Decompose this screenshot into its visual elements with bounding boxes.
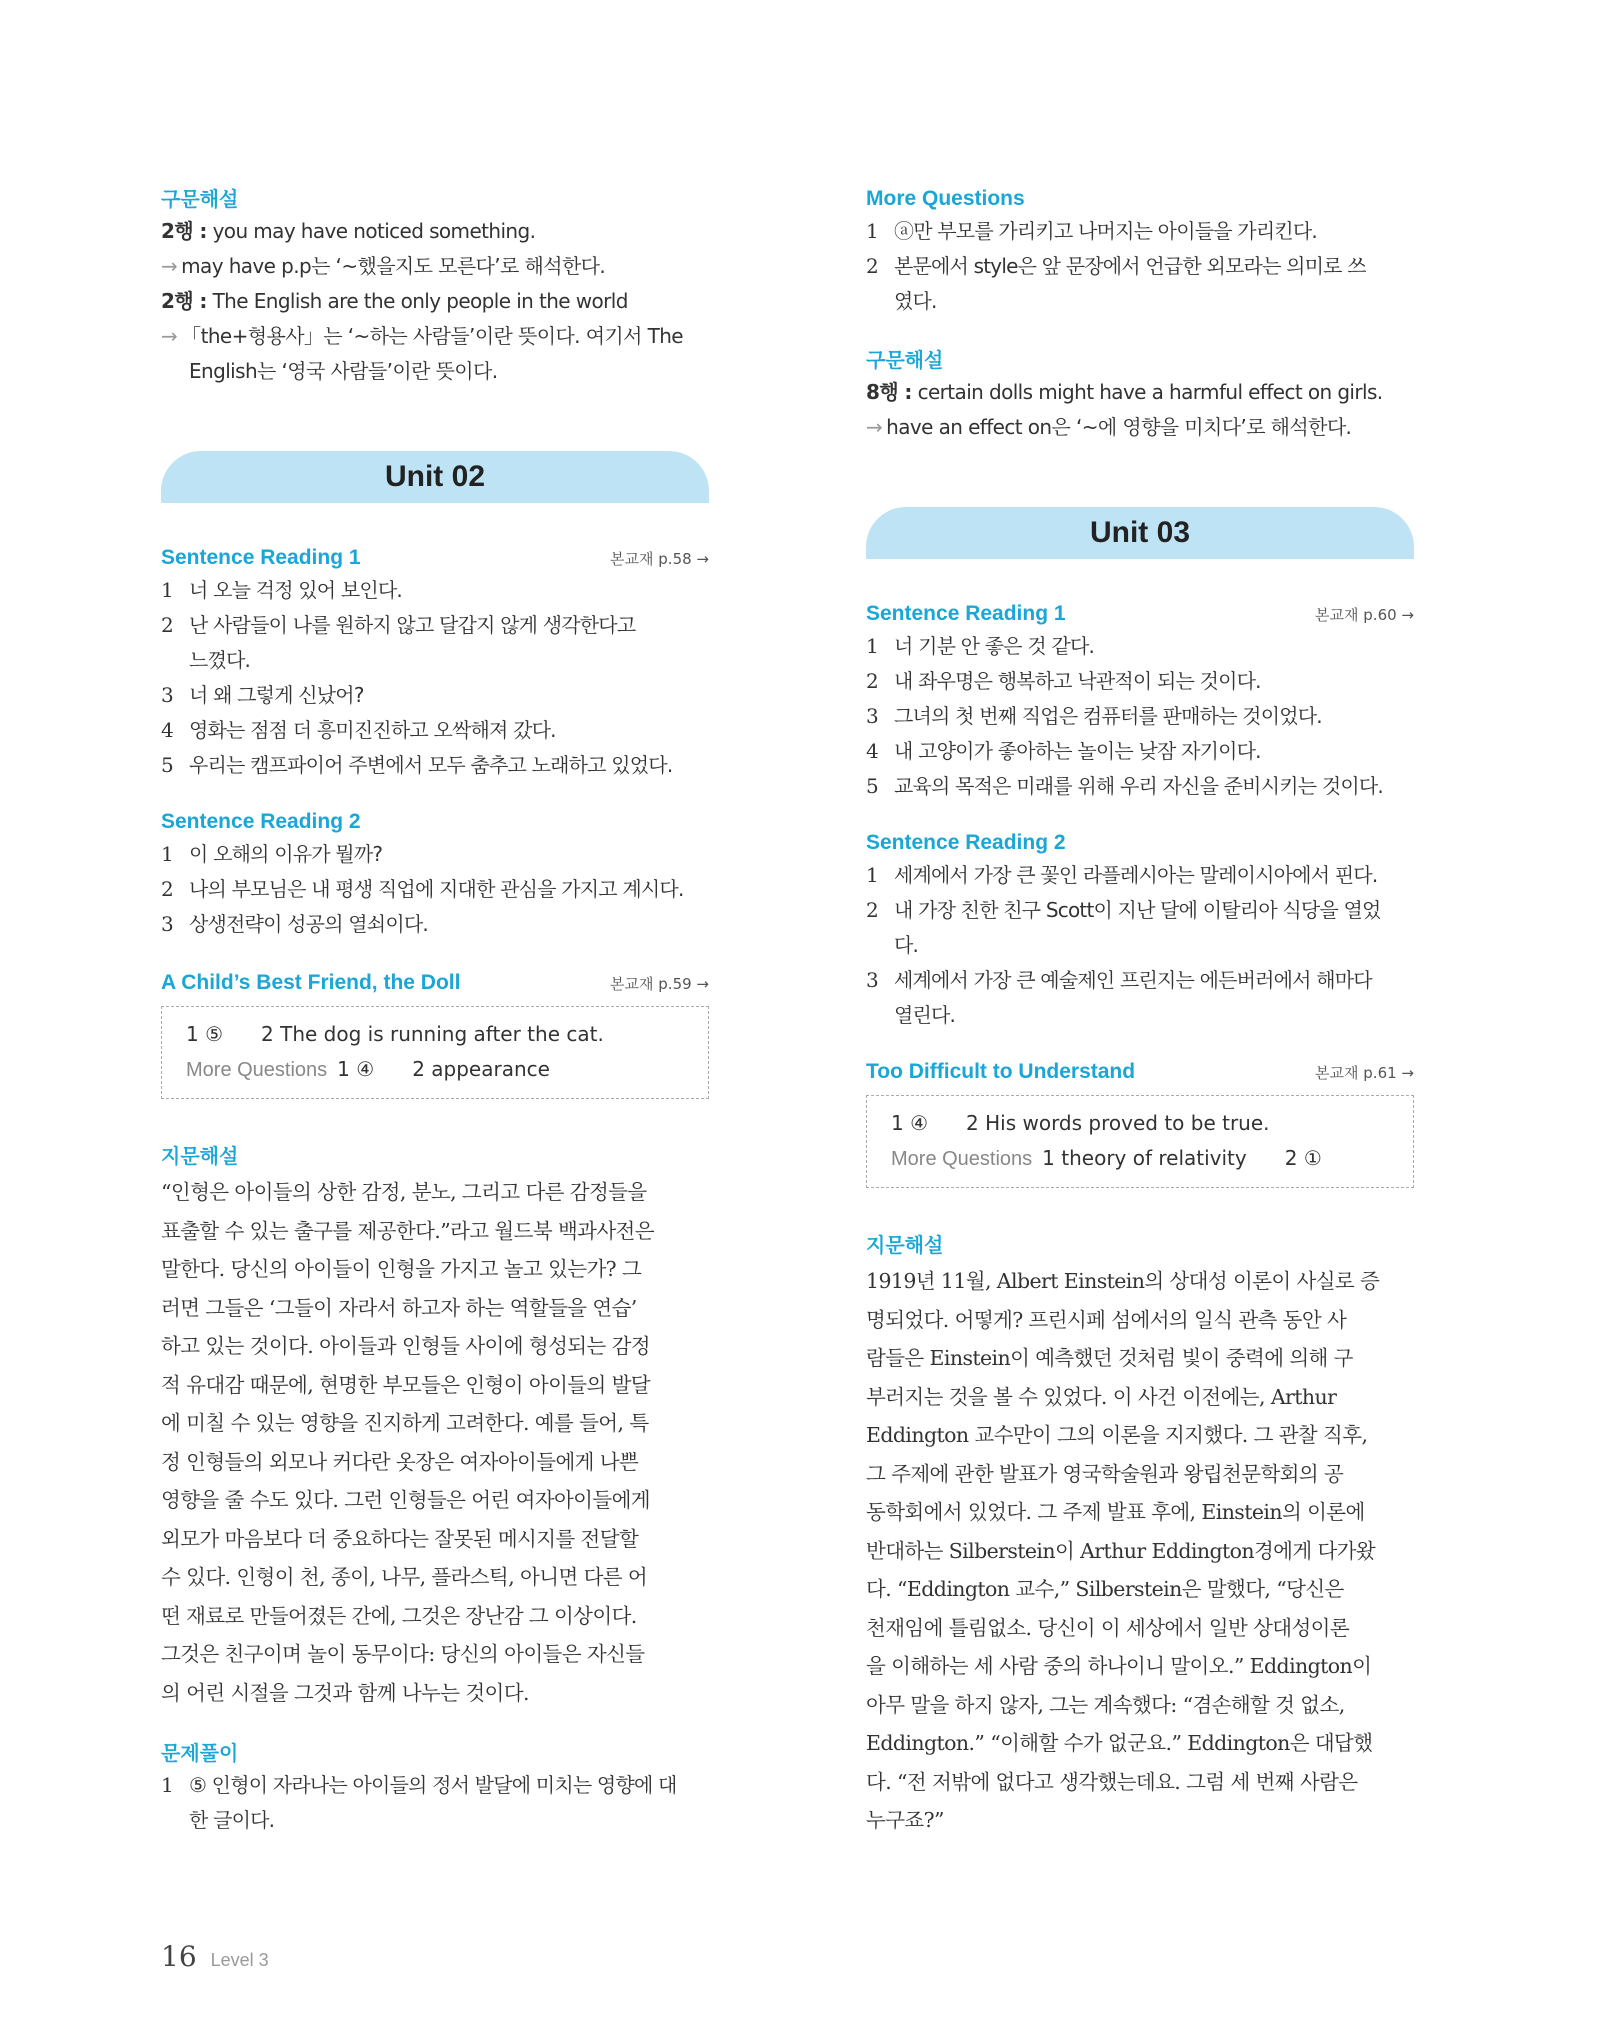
section-title: 지문해설 bbox=[866, 1233, 944, 1257]
paragraph-line: 하고 있는 것이다. 아이들과 인형들 사이에 형성되는 감정 bbox=[161, 1334, 650, 1358]
syntax-line bbox=[161, 249, 709, 284]
section-title: 구문해설 bbox=[161, 187, 239, 211]
mq-answer-1: 1 theory of relativity bbox=[1042, 1146, 1247, 1170]
problem-section bbox=[161, 1738, 709, 1838]
page-reference: 본교재 p.58 → bbox=[610, 550, 709, 568]
line-text: The English are the only people in the world bbox=[206, 289, 628, 313]
section-title: Sentence Reading 1 bbox=[161, 546, 361, 569]
paragraph-line: 수 있다. 인형이 천, 종이, 나무, 플라스틱, 아니면 다른 어 bbox=[161, 1565, 648, 1589]
item-text-line: 난 사람들이 나를 원하지 않고 달갑지 않게 생각한다고 bbox=[189, 613, 636, 637]
page-number: 16 bbox=[161, 1940, 197, 1973]
line-label: 2행 : bbox=[161, 219, 207, 243]
section-title: Sentence Reading 1 bbox=[866, 602, 1066, 625]
item-text-line: 열린다. bbox=[894, 1003, 956, 1027]
numbered-list bbox=[161, 573, 709, 783]
item-text-line: 이 오해의 이유가 뭘까? bbox=[189, 842, 383, 866]
item-text-line: ⓐ만 부모를 가리키고 나머지는 아이들을 가리킨다. bbox=[894, 219, 1317, 243]
item-number: 3 bbox=[866, 704, 878, 728]
paragraph-line: 반대하는 Silberstein이 Arthur Eddington경에게 다가왔 bbox=[866, 1538, 1376, 1563]
section-title: A Child’s Best Friend, the Doll bbox=[161, 971, 461, 994]
more-questions-section bbox=[866, 184, 1414, 319]
item-text-line: 본문에서 style은 앞 문장에서 언급한 외모라는 의미로 쓰 bbox=[894, 254, 1366, 278]
numbered-list bbox=[161, 837, 709, 942]
item-number: 1 bbox=[161, 842, 173, 866]
unit-banner: Unit 02 bbox=[161, 451, 709, 503]
list-item bbox=[866, 699, 1414, 734]
item-number: 4 bbox=[161, 718, 173, 742]
paragraph-line: 영향을 줄 수도 있다. 그런 인형들은 어린 여자아이들에게 bbox=[161, 1488, 650, 1512]
more-questions-label: More Questions bbox=[186, 1059, 328, 1081]
paragraph-line: 러면 그들은 ‘그들이 자라서 하고자 하는 역할들을 연습’ bbox=[161, 1295, 637, 1320]
answer-1: 1 ④ bbox=[891, 1111, 929, 1135]
mq-answer-2: 2 ① bbox=[1284, 1146, 1322, 1170]
item-number: 5 bbox=[866, 774, 878, 798]
item-number: 5 bbox=[161, 753, 173, 777]
paragraph-line: 아무 말을 하지 않자, 그는 계속했다: “겸손해할 것 없소, bbox=[866, 1692, 1345, 1717]
paragraph-line: 람들은 Einstein이 예측했던 것처럼 빛이 중력에 의해 구 bbox=[866, 1346, 1353, 1370]
line-text: may have p.p는 ‘~했을지도 모른다’로 해석한다. bbox=[181, 254, 606, 278]
section-title: More Questions bbox=[866, 187, 1025, 210]
item-text-line: 내 가장 친한 친구 Scott이 지난 달에 이탈리아 식당을 열었 bbox=[894, 898, 1381, 922]
list-item bbox=[866, 249, 1414, 319]
item-text bbox=[189, 872, 709, 907]
section-title: 문제풀이 bbox=[161, 1741, 239, 1765]
item-text-line: ⑤ 인형이 자라나는 아이들의 정서 발달에 미치는 영향에 대 bbox=[189, 1773, 677, 1797]
item-text bbox=[189, 713, 709, 748]
line-label: 8행 : bbox=[866, 380, 912, 404]
section-title: 구문해설 bbox=[866, 348, 944, 372]
item-text-line: 너 왜 그렇게 신났어? bbox=[189, 683, 364, 707]
list-item bbox=[161, 678, 709, 713]
page-reference: 본교재 p.59 → bbox=[610, 975, 709, 993]
paragraph-line: 에 미칠 수 있는 영향을 진지하게 고려한다. 예를 들어, 특 bbox=[161, 1411, 649, 1435]
paragraph-line: 의 어린 시절을 그것과 함께 나누는 것이다. bbox=[161, 1680, 529, 1705]
list-item bbox=[866, 214, 1414, 249]
translation-section bbox=[866, 1230, 1414, 1840]
paragraph-line: Eddington.” “이해할 수가 없군요.” Eddington은 대답했 bbox=[866, 1731, 1373, 1755]
numbered-list bbox=[866, 629, 1414, 804]
item-text-line: 느꼈다. bbox=[189, 648, 251, 672]
answer-line bbox=[186, 1052, 684, 1088]
list-item bbox=[161, 907, 709, 942]
arrow-icon: → bbox=[161, 324, 178, 348]
syntax-line bbox=[161, 284, 709, 319]
item-text-line: 너 기분 안 좋은 것 같다. bbox=[894, 634, 1095, 658]
syntax-line bbox=[161, 319, 709, 354]
left-column bbox=[161, 184, 709, 1838]
sentence-reading-1 bbox=[866, 599, 1414, 804]
paragraph-line: 1919년 11월, Albert Einstein의 상대성 이론이 사실로 증 bbox=[866, 1269, 1380, 1293]
list-item bbox=[161, 713, 709, 748]
list-item bbox=[161, 573, 709, 608]
list-item bbox=[161, 872, 709, 907]
page-reference: 본교재 p.60 → bbox=[1315, 606, 1414, 624]
item-text bbox=[189, 748, 709, 783]
item-text bbox=[189, 1768, 709, 1838]
syntax-section-2 bbox=[866, 345, 1414, 445]
paragraph-line: 표출할 수 있는 출구를 제공한다.”라고 월드북 백과사전은 bbox=[161, 1218, 654, 1243]
paragraph-line: 천재임에 틀림없소. 당신이 이 세상에서 일반 상대성이론 bbox=[866, 1615, 1350, 1640]
item-number: 3 bbox=[161, 683, 173, 707]
answer-box bbox=[866, 1095, 1414, 1188]
paragraph-line: 다. “Eddington 교수,” Silberstein은 말했다, “당신은 bbox=[866, 1577, 1344, 1601]
difficult-answers bbox=[866, 1057, 1414, 1188]
item-text-line: 우리는 캠프파이어 주변에서 모두 춤추고 노래하고 있었다. bbox=[189, 753, 673, 777]
item-text-line: 다. bbox=[894, 933, 919, 957]
item-number: 2 bbox=[866, 254, 878, 278]
syntax-line: English는 ‘영국 사람들’이란 뜻이다. bbox=[189, 359, 498, 383]
page-footer bbox=[161, 1940, 269, 1973]
paragraph-line: “인형은 아이들의 상한 감정, 분노, 그리고 다른 감정들을 bbox=[161, 1180, 647, 1204]
list-item bbox=[866, 858, 1414, 893]
section-title: 지문해설 bbox=[161, 1144, 239, 1168]
list-item bbox=[161, 837, 709, 872]
item-number: 4 bbox=[866, 739, 878, 763]
item-text-line: 내 고양이가 좋아하는 놀이는 낮잠 자기이다. bbox=[894, 739, 1261, 763]
item-text bbox=[894, 963, 1414, 1033]
line-text: 「the+형용사」는 ‘~하는 사람들’이란 뜻이다. 여기서 The bbox=[181, 324, 684, 348]
list-item bbox=[866, 893, 1414, 963]
item-text bbox=[894, 249, 1414, 319]
item-text bbox=[189, 907, 709, 942]
list-item bbox=[161, 1768, 709, 1838]
item-text-line: 상생전략이 성공의 열쇠이다. bbox=[189, 912, 428, 936]
paragraph-line: 그것은 친구이며 놀이 동무이다: 당신의 아이들은 자신들 bbox=[161, 1642, 645, 1666]
item-text-line: 세계에서 가장 큰 예술제인 프린지는 에든버러에서 해마다 bbox=[894, 968, 1372, 992]
answer-line bbox=[891, 1141, 1389, 1177]
item-number: 2 bbox=[161, 613, 173, 637]
list-item bbox=[866, 734, 1414, 769]
syntax-section-1 bbox=[161, 184, 709, 389]
translation-section bbox=[161, 1141, 709, 1712]
paragraph-line: 그 주제에 관한 발표가 영국학술원과 왕립천문학회의 공 bbox=[866, 1461, 1344, 1486]
page-reference: 본교재 p.61 → bbox=[1315, 1064, 1414, 1082]
item-number: 1 bbox=[866, 863, 878, 887]
numbered-list bbox=[866, 214, 1414, 319]
section-title: Sentence Reading 2 bbox=[161, 810, 361, 833]
paragraph-line: 명되었다. 어떻게? 프린시페 섬에서의 일식 관측 동안 사 bbox=[866, 1307, 1347, 1332]
item-text-line: 그녀의 첫 번째 직업은 컴퓨터를 판매하는 것이었다. bbox=[894, 704, 1322, 728]
item-number: 1 bbox=[161, 578, 173, 602]
item-number: 1 bbox=[866, 634, 878, 658]
item-text-line: 내 좌우명은 행복하고 낙관적이 되는 것이다. bbox=[894, 669, 1261, 693]
line-text: have an effect on은 ‘~에 영향을 미치다’로 해석한다. bbox=[886, 415, 1352, 439]
list-item bbox=[866, 769, 1414, 804]
item-text bbox=[189, 573, 709, 608]
answer-2: 2 His words proved to be true. bbox=[966, 1111, 1270, 1135]
list-item bbox=[161, 608, 709, 678]
list-item bbox=[866, 629, 1414, 664]
answer-line bbox=[891, 1106, 1389, 1141]
answer-box bbox=[161, 1006, 709, 1099]
item-text bbox=[894, 734, 1414, 769]
paragraph-line: 떤 재료로 만들어졌든 간에, 그것은 장난감 그 이상이다. bbox=[161, 1603, 637, 1628]
item-number: 2 bbox=[866, 898, 878, 922]
paragraph-line: Eddington 교수만이 그의 이론을 지지했다. 그 관찰 직후, bbox=[866, 1423, 1368, 1447]
item-number: 1 bbox=[866, 219, 878, 243]
item-number: 2 bbox=[161, 877, 173, 901]
item-text bbox=[189, 608, 709, 678]
paragraph-line: 을 이해하는 세 사람 중의 하나이니 말이오.” Eddington이 bbox=[866, 1654, 1372, 1678]
arrow-icon: → bbox=[161, 254, 178, 278]
item-text-line: 나의 부모님은 내 평생 직업에 지대한 관심을 가지고 계시다. bbox=[189, 877, 684, 901]
item-text bbox=[894, 699, 1414, 734]
doll-answers bbox=[161, 968, 709, 1099]
answer-2: 2 The dog is running after the cat. bbox=[261, 1022, 604, 1046]
section-title: Too Difficult to Understand bbox=[866, 1060, 1136, 1083]
item-number: 3 bbox=[161, 912, 173, 936]
arrow-icon: → bbox=[866, 415, 883, 439]
right-column bbox=[866, 184, 1414, 1840]
item-text-line: 한 글이다. bbox=[189, 1808, 275, 1832]
sentence-reading-2 bbox=[161, 807, 709, 942]
item-text-line: 세계에서 가장 큰 꽃인 라플레시아는 말레이시아에서 핀다. bbox=[894, 863, 1378, 887]
more-questions-label: More Questions bbox=[891, 1148, 1033, 1170]
syntax-line bbox=[866, 375, 1414, 410]
mq-answer-1: 1 ④ bbox=[337, 1057, 375, 1081]
item-text bbox=[894, 858, 1414, 893]
item-text bbox=[894, 769, 1414, 804]
line-text: certain dolls might have a harmful effect on girls. bbox=[911, 380, 1383, 404]
item-number: 1 bbox=[161, 1773, 173, 1797]
section-title: Sentence Reading 2 bbox=[866, 831, 1066, 854]
answer-1: 1 ⑤ bbox=[186, 1022, 224, 1046]
item-text bbox=[894, 664, 1414, 699]
paragraph-line: 말한다. 당신의 아이들이 인형을 가지고 놀고 있는가? 그 bbox=[161, 1257, 642, 1281]
answer-line bbox=[186, 1017, 684, 1052]
item-text-line: 너 오늘 걱정 있어 보인다. bbox=[189, 578, 402, 602]
item-text bbox=[894, 214, 1414, 249]
paragraph-line: 외모가 마음보다 더 중요하다는 잘못된 메시지를 전달할 bbox=[161, 1526, 639, 1551]
item-number: 2 bbox=[866, 669, 878, 693]
item-text bbox=[189, 837, 709, 872]
item-text-line: 영화는 점점 더 흥미진진하고 오싹해져 갔다. bbox=[189, 718, 556, 742]
item-text bbox=[894, 629, 1414, 664]
numbered-list bbox=[866, 858, 1414, 1033]
item-number: 3 bbox=[866, 968, 878, 992]
paragraph-line: 적 유대감 때문에, 현명한 부모들은 인형이 아이들의 발달 bbox=[161, 1372, 650, 1397]
heading-row bbox=[161, 968, 709, 998]
paragraph-line: 정 인형들의 외모나 커다란 옷장은 여자아이들에게 나쁜 bbox=[161, 1449, 639, 1474]
item-text-line: 였다. bbox=[894, 289, 937, 313]
list-item bbox=[161, 748, 709, 783]
item-text bbox=[189, 678, 709, 713]
heading-row bbox=[866, 599, 1414, 629]
heading-row bbox=[161, 543, 709, 573]
line-label: 2행 : bbox=[161, 289, 207, 313]
paragraph-line: 다. “전 저밖에 없다고 생각했는데요. 그럼 세 번째 사람은 bbox=[866, 1769, 1358, 1794]
item-text bbox=[894, 893, 1414, 963]
sentence-reading-2 bbox=[866, 828, 1414, 1033]
syntax-line bbox=[866, 410, 1414, 445]
level-label: Level 3 bbox=[210, 1950, 269, 1970]
sentence-reading-1 bbox=[161, 543, 709, 783]
unit-banner: Unit 03 bbox=[866, 507, 1414, 559]
list-item bbox=[866, 963, 1414, 1033]
syntax-line bbox=[161, 214, 709, 249]
mq-answer-2: 2 appearance bbox=[412, 1057, 550, 1081]
paragraph-line: 부러지는 것을 볼 수 있었다. 이 사건 이전에는, Arthur bbox=[866, 1384, 1337, 1409]
list-item bbox=[866, 664, 1414, 699]
numbered-list bbox=[161, 1768, 709, 1838]
translation-text bbox=[866, 1262, 1414, 1840]
item-text-line: 교육의 목적은 미래를 위해 우리 자신을 준비시키는 것이다. bbox=[894, 774, 1383, 798]
paragraph-line: 누구죠?” bbox=[866, 1808, 944, 1832]
line-text: you may have noticed something. bbox=[206, 219, 536, 243]
heading-row bbox=[866, 1057, 1414, 1087]
translation-text bbox=[161, 1173, 709, 1712]
paragraph-line: 동학회에서 있었다. 그 주제 발표 후에, Einstein의 이론에 bbox=[866, 1500, 1365, 1524]
